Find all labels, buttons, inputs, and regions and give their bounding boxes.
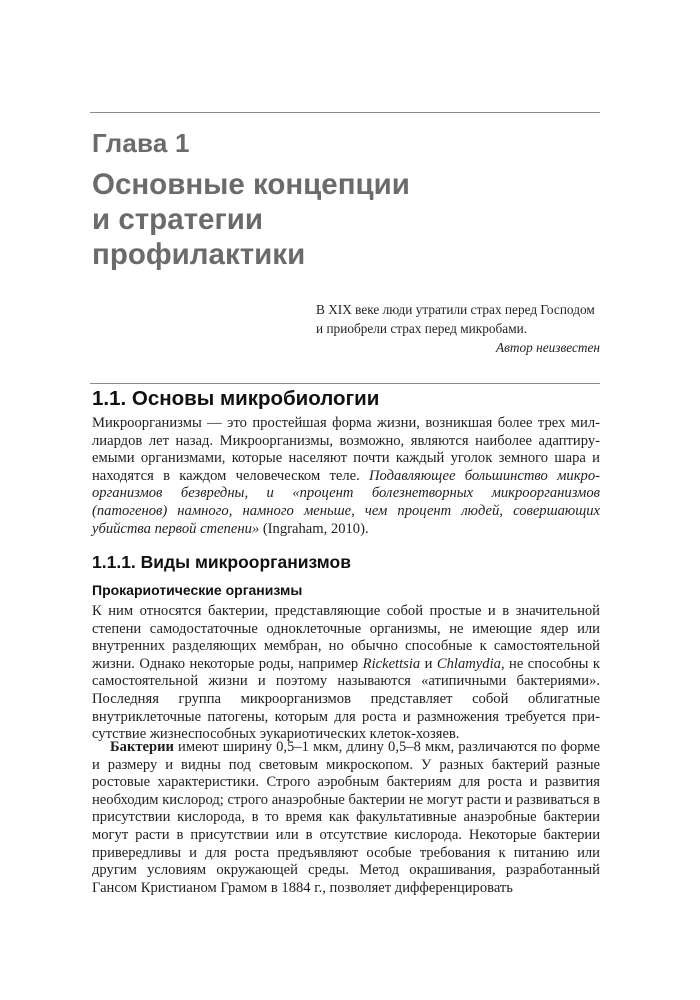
text-run: , не способны к самостоятельной жизни и поэтому называются «атипичными бактериями». Последняя группа микроорганизмов представляет собой облигатные внутриклеточные патогены, которым для роста и размножения требуется присутствие жизнеспособных эукариотических клеток-хозяев. (92, 655, 601, 743)
section-paragraph (92, 415, 600, 538)
italic-text: Подавляющее большинство микроорганизмов безвредны, и «процент болезнетворных микроорганизмов (патогенов) намного, намного меньше, чем процент людей, совершающих убийства первой степени» (92, 467, 600, 537)
epigraph-author: Автор неизвестен (496, 340, 600, 355)
chapter-title-line: Основные концепции (92, 168, 410, 201)
epigraph-line: и приобрели страх перед микробами. (316, 321, 528, 336)
chapter-title-line: профилактики (92, 238, 306, 271)
top-rule (90, 112, 600, 113)
chapter-title-line: и стратегии (92, 203, 264, 236)
body-paragraph (92, 739, 600, 897)
subsection-heading: 1.1.1. Виды микроорганизмов (92, 552, 351, 572)
text-run: и (420, 655, 437, 672)
chapter-label: Глава 1 (92, 128, 190, 158)
text-run: К ним относятся бактерии, представляющие собой простые и в значительной степени самодостаточные одноклеточные организмы, не имеющие ядер или внутренних разделяющих мембран, но обычно способные к самостоятельной жизни. Однако некоторые роды, например (92, 603, 600, 672)
section-heading: 1.1. Основы микробиологии (92, 387, 380, 410)
text-run: Микроорганизмы — это простейшая форма жизни, возникшая более трех миллиардов лет назад. Микроорганизмы, возможно, являются наиболее адаптируемыми организмами, которые населяют почти каждый уголок земного шара и находятся в каждом человеческом теле. (92, 415, 600, 484)
italic-text: Chlamydia (436, 655, 501, 672)
subsection-subheading: Прокариотические организмы (92, 582, 303, 598)
body-paragraph (92, 603, 600, 744)
epigraph-line: В XIX веке люди утратили страх перед Господом (316, 302, 595, 317)
text-run: имеют ширину 0,5–1 мкм, длину 0,5–8 мкм, различаются по форме и размеру и видны под световым микроскопом. У разных бактерий разные ростовые характеристики. Строго аэробным бактериям для роста и развития необходим кислород; строго анаэробные бактерии не могут расти и развиваться в присутствии кислорода, в то время как факультативные анаэробные бактерии могут расти в присутствии или в отсутствие кислорода. Некоторые бактерии привередливы и для роста предъявляют особые требования к питанию или другим условиям окружающей среды. Метод окрашивания, разработанный Гансом Кристианом Грамом в 1884 г., позволяет дифференцировать (92, 739, 600, 896)
section-rule (90, 383, 600, 384)
epigraph (316, 300, 600, 357)
chapter-title (92, 167, 410, 272)
bold-term: Бактерии (110, 739, 174, 755)
italic-text: Rickettsia (362, 655, 421, 672)
text-run: (Ingraham, 2010). (259, 520, 369, 537)
